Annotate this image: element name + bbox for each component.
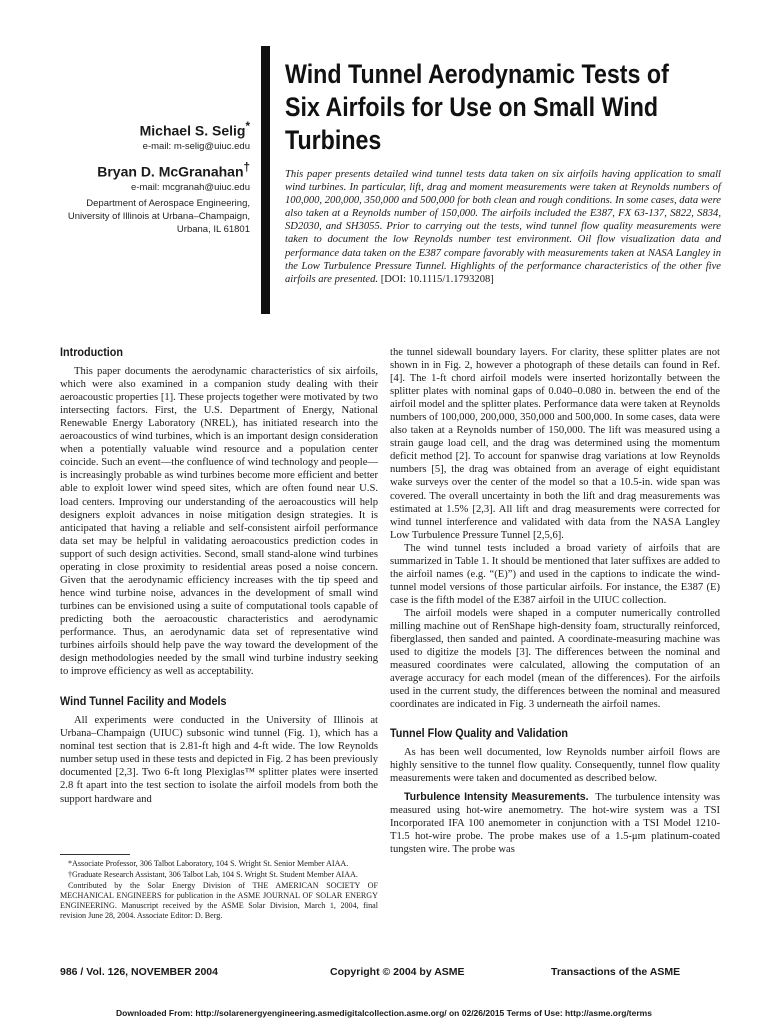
footnote-rule bbox=[60, 854, 130, 855]
author-1 bbox=[60, 118, 250, 153]
models-paragraph: The airfoil models were shaped in a computer numerically controlled milling machine out of RenShape high-density foam, structurally reinforced, fiberglassed, then sanded and painted. A coordinate-measuring machine was used to digitize the models [3]. The differences between the nominal and measured coordinates were calculated, allowing the computation of an average accuracy for each model (mean of the differences). For the airfoils used in the current study, the differences between the nominal and measured coordinates are indicated in Fig. 3 underneath the airfoil names. bbox=[390, 607, 720, 711]
footnote-2: †Graduate Research Assistant, 306 Talbot Lab, 104 S. Wright St. Student Member AIAA. bbox=[68, 870, 358, 879]
turbulence-heading: Turbulence Intensity Measurements. bbox=[404, 790, 589, 803]
paper-title: Wind Tunnel Aerodynamic Tests of Six Airfoils for Use on Small Wind Turbines bbox=[285, 59, 669, 155]
intro-paragraph: This paper documents the aerodynamic characteristics of six airfoils, which were also examined in a companion study dealing with their aeroacoustic properties [1]. These projects together were motivated by two intersecting factors. First, the U.S. Department of Energy, National Renewable Energy Laboratory (NREL), has initiated research into the aeroacoustics of wind turbines, which is an important design consideration when a potentially valuable wind resource and a population center coincide. Such an event—the confluence of wind technology and people—is increasingly probable as wind turbines become more efficient and better able to exploit lower wind speed sites, which are often found near U.S. load centers. Improving our understanding of the aeroacoustics will help designers exploit advances in noise mitigation design strategies. It is anticipated that having a reliable and self-consistent airfoil performance data set may be helpful in validating aeroacoustics prediction codes in support of such design activities. Second, small stand-alone wind turbines operating in close proximity to residential areas posed a noise concern. Given that the aerodynamic efficiency increases with the tip speed and hence wind turbine noise, advances in the development of small wind turbines can be envisioned using a suite of computational tools capable of predicting both the aeroacoustic characteristics and aerodynamic performance. Thus, an aerodynamic data set of representative wind turbines airfoils should help pave the way toward the development of the design methodologies needed by the small wind turbine industry seeking to improve efficiency as well as acceptability. bbox=[60, 366, 378, 678]
affiliation bbox=[60, 197, 250, 236]
footnotes bbox=[60, 859, 378, 922]
footer-copyright: Copyright © 2004 by ASME bbox=[330, 966, 465, 978]
flow-quality-heading: Tunnel Flow Quality and Validation bbox=[390, 726, 569, 741]
left-column bbox=[60, 346, 378, 806]
author-2-email: e-mail: mcgranah@uiuc.edu bbox=[131, 181, 250, 193]
author-1-email: e-mail: m-selig@uiuc.edu bbox=[142, 140, 250, 152]
author-2-mark: † bbox=[243, 161, 250, 174]
abstract bbox=[285, 168, 721, 286]
facility-heading: Wind Tunnel Facility and Models bbox=[60, 694, 227, 709]
footnote-1: *Associate Professor, 306 Talbot Laboratory, 104 S. Wright St. Senior Member AIAA. bbox=[68, 859, 349, 868]
affiliation-line-3: Urbana, IL 61801 bbox=[176, 224, 250, 235]
footer-page-info: 986 / Vol. 126, NOVEMBER 2004 bbox=[60, 966, 218, 978]
author-2 bbox=[60, 159, 250, 194]
abstract-text: This paper presents detailed wind tunnel tests data taken on six airfoils having application to small wind turbines. In particular, lift, drag and moment measurements were taken at Reynolds numbers of 100,000, 200,000, 350,000 and 500,000 for both clean and rough conditions. In some cases, data were also taken at a Reynolds number of 150,000. The airfoils included the E387, FX 63-137, S822, S834, SD2030, and SH3055. Prior to carrying out the tests, wind tunnel flow quality measurements were taken to document the low Reynolds number test environment. Oil flow visualization data and performance data taken on the E387 compare favorably with measurements taken at NASA Langley in the Low Turbulence Pressure Tunnel. Highlights of the performance characteristics of the other five airfoils are presented. bbox=[285, 169, 721, 285]
affiliation-line-1: Department of Aerospace Engineering, bbox=[86, 198, 250, 209]
affiliation-line-2: University of Illinois at Urbana–Champaign, bbox=[67, 211, 250, 222]
title-rule bbox=[261, 46, 270, 314]
turbulence-paragraph bbox=[390, 791, 720, 856]
table-paragraph: The wind tunnel tests included a broad variety of airfoils that are summarized in Table 1. It should be mentioned that later suffixes are added to the airfoil names (e.g. “(E)”) and used in the captions to indicate the wind-tunnel model versions of those particular airfoils. For instance, the E387 (E) case is the fifth model of the E387 airfoil in the UIUC collection. bbox=[390, 542, 720, 606]
footer-journal: Transactions of the ASME bbox=[551, 966, 681, 978]
author-1-mark: * bbox=[245, 120, 250, 133]
author-2-name: Bryan D. McGranahan bbox=[97, 163, 244, 180]
turbulence-text: The turbulence intensity was measured using hot-wire anemometry. The hot-wire system was a TSI Incorporated IFA 100 anemometer in conjunction with a TSI Model 1210-T1.5 hot-wire probe. The probe makes use of a 1.5-μm platinum-coated tungsten wire. The probe was bbox=[390, 791, 720, 855]
facility-paragraph-cont: the tunnel sidewall boundary layers. For clarity, these splitter plates are not shown in in Fig. 2, however a photograph of these details can found in Ref. [4]. The 1-ft chord airfoil models were inserted horizontally between the splitter plates with nominal gaps of 0.040–0.080 in. between the end of the airfoil model and the splitter plates. Performance data were taken at Reynolds numbers of 100,000, 200,000, 350,000 and 500,000. In some cases, data were also taken at a Reynolds number of 150,000. The lift was measured using a strain gauge load cell, and the drag was determined using the momentum deficit method [2]. To account for spanwise drag variations at low Reynolds numbers [5], the drag was obtained from an average of eight equidistant wake surveys over the center of the model so that a 10.5-in. wide span was covered. The overall uncertainty in both the lift and drag measurements was estimated at 1.5% [2,3]. All lift and drag measurements were corrected for wind tunnel interference and validated with data from the NASA Langley Low Turbulence Pressure Tunnel [2,5,6]. bbox=[390, 347, 720, 541]
download-notice[interactable]: Downloaded From: http://solarenergyengineering.asmedigitalcollection.asme.org/ on 02/26/2015 Terms of Use: http://asme.org/terms bbox=[116, 1008, 652, 1018]
author-1-name: Michael S. Selig bbox=[139, 122, 246, 139]
footnote-3: Contributed by the Solar Energy Division of THE AMERICAN SOCIETY OF MECHANICAL ENGINEERS for publication in the ASME JOURNAL OF SOLAR ENERGY ENGINEERING. Manuscript received by the ASME Solar Division, March 1, 2004, final revision June 28, 2004. Associate Editor: D. Berg. bbox=[60, 881, 378, 920]
facility-paragraph: All experiments were conducted in the University of Illinois at Urbana–Champaign (UIUC) subsonic wind tunnel (Fig. 1), which has a nominal test section that is 2.81-ft high and 4-ft wide. The low Reynolds number setup used in these tests and depicted in Fig. 2 has been previously documented [2,3]. Two 6-ft long Plexiglas™ splitter plates were inserted 2.8 ft apart into the test section to isolate the airfoil models from both the support hardware and bbox=[60, 715, 378, 805]
doi: [DOI: 10.1115/1.1793208] bbox=[380, 273, 494, 285]
intro-heading: Introduction bbox=[60, 345, 123, 359]
flow-quality-paragraph: As has been well documented, low Reynolds number airfoil flows are highly sensitive to the tunnel flow quality. Consequently, tunnel flow quality measurements were taken and documented as described below. bbox=[390, 747, 720, 785]
right-column bbox=[390, 346, 720, 856]
